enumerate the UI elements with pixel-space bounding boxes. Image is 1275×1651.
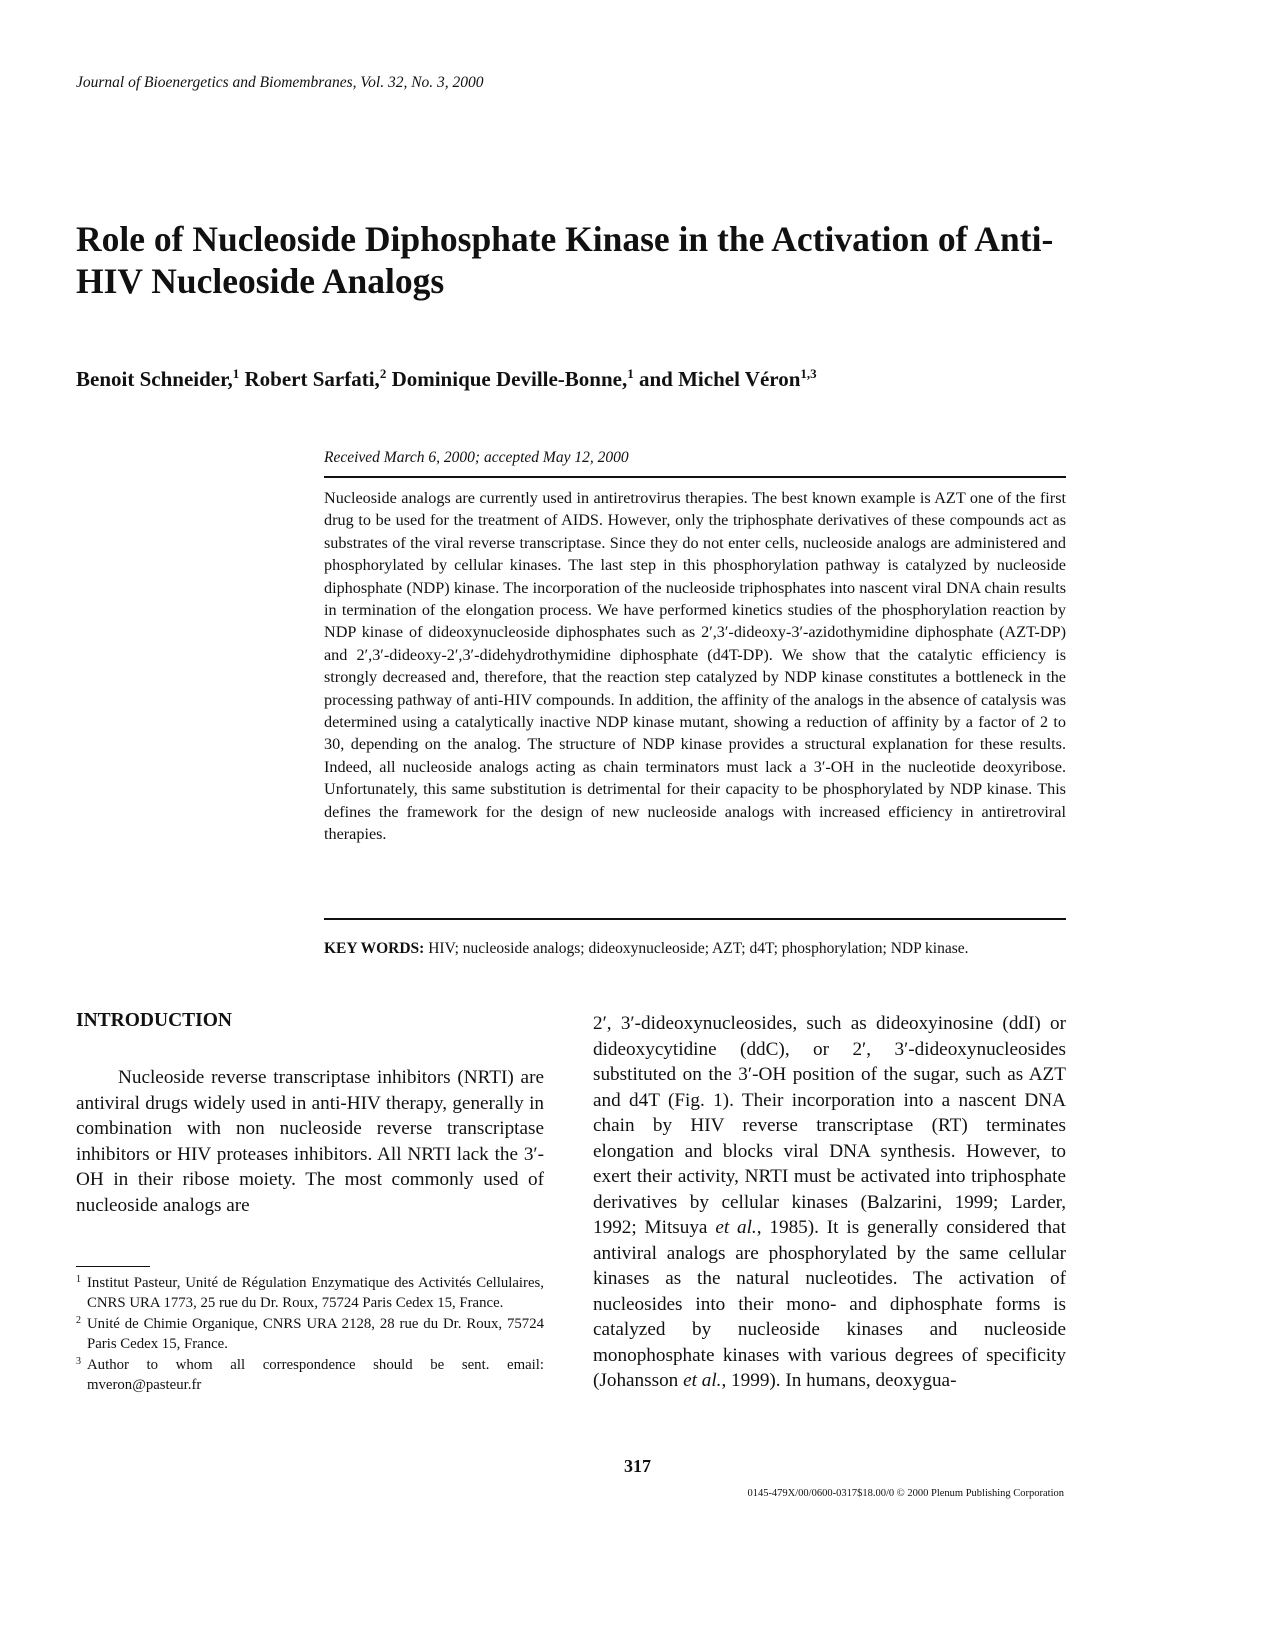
footnote-mark: 1	[76, 1274, 81, 1285]
abstract-bottom-rule	[324, 918, 1066, 920]
received-dates: Received March 6, 2000; accepted May 12, 2000	[324, 449, 629, 466]
author-name: Dominique Deville-Bonne,	[391, 367, 628, 391]
journal-citation: Journal of Bioenergetics and Biomembranes, Vol. 32, No. 3, 2000	[76, 74, 484, 91]
author-affiliation-mark: 1	[627, 366, 634, 381]
copyright-line: 0145-479X/00/0600-0317$18.00/0 © 2000 Plenum Publishing Corporation	[747, 1488, 1064, 1499]
footnote-mark: 2	[76, 1315, 81, 1326]
intro-text-run: , 1999). In humans, deoxygua-	[721, 1370, 957, 1391]
author-name: Michel Véron	[678, 367, 801, 391]
footnote-item	[76, 1314, 544, 1354]
footnote-rule	[76, 1266, 150, 1267]
footnote-text: Institut Pasteur, Unité de Régulation Enzymatique des Activités Cellulaires, CNRS URA 1773, 25 rue du Dr. Roux, 75724 Paris Cedex 15, France.	[87, 1275, 544, 1311]
intro-italic-run: et al.	[683, 1370, 722, 1391]
footnote-item	[76, 1355, 544, 1395]
footnote-text: Author to whom all correspondence should be sent. email: mveron@pasteur.fr	[87, 1357, 544, 1393]
author-affiliation-mark: 2	[379, 366, 387, 381]
intro-paragraph-left: Nucleoside reverse transcriptase inhibitors (NRTI) are antiviral drugs widely used in anti-HIV therapy, generally in combination with non nucleoside reverse transcriptase inhibitors or HIV proteases inhibitors. All NRTI lack the 3′-OH in their ribose moiety. The most commonly used of nucleoside analogs are	[76, 1067, 544, 1216]
author-affiliation-mark: 1	[232, 366, 240, 381]
intro-text-run: 2′, 3′-dideoxynucleosides, such as dideoxyinosine (ddI) or dideoxycytidine (ddC), or 2′, 3′-dideoxynucleosides substituted on the 3′-OH position of the sugar, such as AZT and d4T (Fig. 1). Their incorporation into a nascent DNA chain by HIV reverse transcriptase (RT) terminates elongation and blocks viral DNA synthesis. However, to exert their activity, NRTI must be activated into triphosphate derivatives by cellular kinases (Balzarini, 1999; Larder, 1992; Mitsuya	[593, 1013, 1066, 1238]
abstract-text: Nucleoside analogs are currently used in antiretrovirus therapies. The best known example is AZT one of the first drug to be used for the treatment of AIDS. However, only the triphosphate derivatives of these compounds act as substrates of the viral reverse transcriptase. Since they do not enter cells, nucleoside analogs are administered and phosphorylated by cellular kinases. The last step in this phosphorylation pathway is catalyzed by nucleoside diphosphate (NDP) kinase. The incorporation of the nucleoside triphosphates into nascent viral DNA chain results in termination of the elongation process. We have performed kinetics studies of the phosphorylation reaction by NDP kinase of dideoxynucleoside diphosphates such as 2′,3′-dideoxy-3′-azidothymidine diphosphate (AZT-DP) and 2′,3′-dideoxy-2′,3′-didehydrothymidine diphosphate (d4T-DP). We show that the catalytic efficiency is strongly decreased and, therefore, that the reaction step catalyzed by NDP kinase constitutes a bottleneck in the processing pathway of anti-HIV compounds. In addition, the affinity of the analogs in the absence of catalysis was determined using a catalytically inactive NDP kinase mutant, showing a reduction of affinity by a factor of 2 to 30, depending on the analog. The structure of NDP kinase provides a structural explanation for these results. Indeed, all nucleoside analogs acting as chain terminators must lack a 3′-OH in the nucleotide deoxyribose. Unfortunately, this same substitution is detrimental for their capacity to be phosphorylated by NDP kinase. This defines the framework for the design of new nucleoside analogs with increased efficiency in antiretroviral therapies.	[324, 489, 1066, 844]
keywords-text: HIV; nucleoside analogs; dideoxynucleoside; AZT; d4T; phosphorylation; NDP kinase.	[424, 940, 969, 957]
footnotes	[76, 1273, 544, 1396]
author-affiliation-mark: 1,3	[800, 366, 817, 381]
section-heading-introduction: INTRODUCTION	[76, 1010, 233, 1031]
abstract-top-rule	[324, 476, 1066, 478]
author-separator: and	[633, 367, 679, 391]
author-list	[76, 367, 817, 392]
keywords-label: KEY WORDS:	[324, 940, 425, 957]
intro-italic-run: et al.	[715, 1217, 757, 1238]
footnote-item	[76, 1273, 544, 1313]
intro-paragraph-right	[593, 1011, 1066, 1394]
keywords	[324, 940, 1066, 958]
paper-title: Role of Nucleoside Diphosphate Kinase in the Activation of Anti-HIV Nucleoside Analogs	[76, 219, 1054, 301]
page-number: 317	[624, 1456, 651, 1476]
intro-text-run: , 1985). It is generally considered that antiviral analogs are phosphorylated by the same cellular kinases as the natural nucleotides. The activation of nucleosides into their mono- and diphosphate forms is catalyzed by nucleoside kinases and nucleoside monophosphate kinases with various degrees of specificity (Johansson	[593, 1217, 1066, 1391]
footnote-text: Unité de Chimie Organique, CNRS URA 2128, 28 rue du Dr. Roux, 75724 Paris Cedex 15, France.	[87, 1316, 544, 1352]
author-name: Robert Sarfati,	[244, 367, 380, 391]
author-name: Benoit Schneider,	[76, 367, 233, 391]
footnote-mark: 3	[76, 1356, 81, 1367]
